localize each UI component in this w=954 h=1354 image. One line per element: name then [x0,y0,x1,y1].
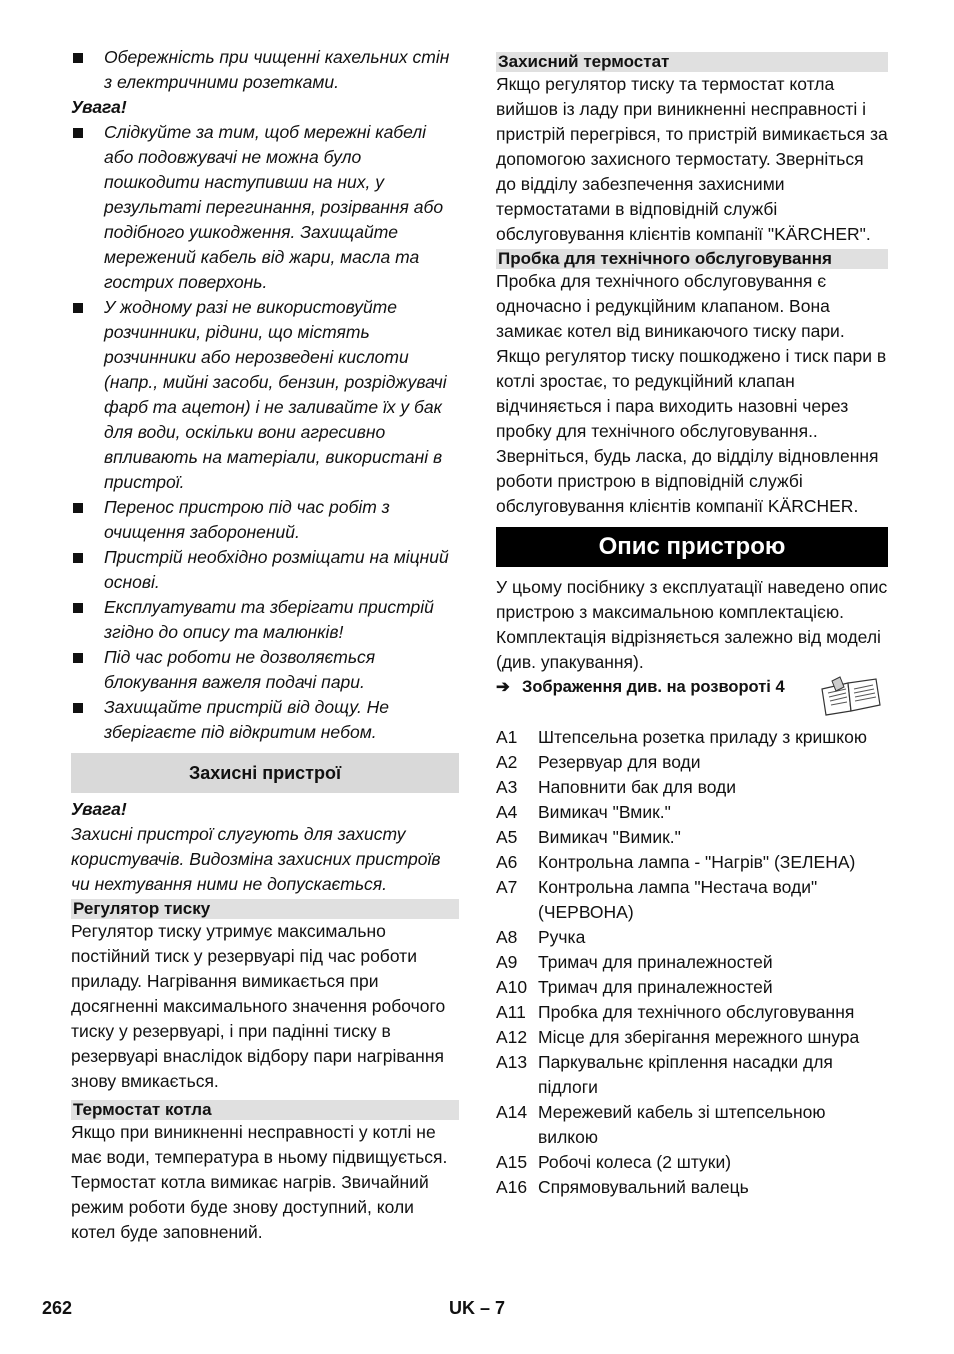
left-column [71,45,459,1245]
component-item [496,1175,888,1200]
safety-thermostat-text: Якщо регулятор тиску та термостат котла вийшов із ладу при виникненні несправності і пристрій перегрівся, то пристрій вимикається за допомогою захисного термостату. Зверніться до відділу забезпечення захисними термостатами в відповідній службі обслуговування клієнтів компанії "KÄRCHER". [496,74,888,244]
right-column [496,45,888,1200]
component-label: Контрольна лампа "Нестача води" (ЧЕРВОНА) [538,877,818,922]
component-label: Контрольна лампа - "Нагрів" (ЗЕЛЕНА) [538,852,856,872]
subheading-safety-thermostat: Захисний термостат [496,52,888,72]
component-label: Ручка [538,927,586,947]
component-code: A3 [496,777,518,797]
section-intro: Захисні пристрої слугують для захисту користувачів. Видозміна захисних пристроїв чи нехтування ними не допускається. [71,824,441,894]
figure-reference [496,675,888,725]
component-item [496,1150,888,1175]
bullet-text: Експлуатувати та зберігати пристрій згідно до опису та малюнків! [104,597,434,642]
bullet-text: У жодному разі не використовуйте розчинники, рідини, що містять розчинники або нерозведені кислоти (напр., мийні засоби, бензин, розріджувачі фарб та ацетон) і не заливайте їх у бак для води, оскільки вони агресивно впливають на матеріали, використані в пристрої. [104,297,447,492]
bullet-text: Під час роботи не дозволяється блокування важеля подачі пари. [104,647,376,692]
component-item [496,775,888,800]
bullet-list-top [71,45,459,95]
bullet-item [71,295,459,495]
bullet-list-safety [71,120,459,745]
open-book-icon [818,675,884,717]
component-item [496,750,888,775]
bullet-item [71,545,459,595]
section-title-device-description: Опис пристрою [496,527,888,567]
figure-reference-text: Зображення див. на розвороті 4 [522,678,785,696]
warning-label: Увага! [71,97,127,117]
component-code: A5 [496,827,518,847]
component-code: A16 [496,1177,528,1197]
component-item [496,1100,888,1150]
component-code: A10 [496,977,528,997]
bullet-square-icon [73,53,83,63]
component-code: A13 [496,1052,528,1072]
subheading-pressure-regulator: Регулятор тиску [71,899,459,919]
bullet-text: Пристрій необхідно розміщати на міцний основі. [104,547,449,592]
component-code: A11 [496,1002,526,1022]
component-label: Вимикач "Вмик." [538,802,671,822]
component-label: Вимикач "Вимик." [538,827,681,847]
maintenance-plug-text: Пробка для технічного обслуговування є одночасно і редукційним клапаном. Вона замикає котел від виникаючого тиску пари. Якщо регулятор тиску пошкоджено і тиск пари в котлі зростає, то редукційний клапан відчиняється і пара виходить назовні через пробку для технічного обслуговування.. Зверніться, будь ласка, до відділу відновлення роботи пристрою в відповідній службі обслуговування клієнтів компанії KÄRCHER. [496,271,887,516]
component-item [496,925,888,950]
component-item [496,725,888,750]
component-label: Пробка для технічного обслуговування [538,1002,855,1022]
component-item [496,1050,888,1100]
bullet-square-icon [73,603,83,613]
component-label: Тримач для приналежностей [538,952,773,972]
component-label: Паркувальнє кріплення насадки для підлоги [538,1052,833,1097]
component-code: A7 [496,877,518,897]
component-item [496,950,888,975]
page-number: 262 [42,1298,73,1318]
component-item [496,1000,888,1025]
component-code: A8 [496,927,518,947]
component-item [496,825,888,850]
section-warning-label: Увага! [71,799,127,819]
bullet-text: Слідкуйте за тим, щоб мережні кабелі або подовжувачі не можна було пошкодити наступивши на них, у результаті перегинання, розірвання або подібного ушкодження. Захищайте мережений кабель від жари, масла та гострих поверхонь. [104,122,444,292]
page-label: UK – 7 [449,1298,506,1318]
component-list [496,725,888,1200]
device-description-text: У цьому посібнику з експлуатації наведено опис пристрою з максимальною комплектацією. Комплектація відрізняється залежно від моделі (див. упакування). [496,577,888,672]
bullet-item [71,120,459,295]
component-label: Робочі колеса (2 штуки) [538,1152,732,1172]
section-title-protective-devices: Захисні пристрої [71,753,459,793]
component-label: Наповнити бак для води [538,777,737,797]
arrow-right-icon: ➔ [496,678,510,696]
component-item [496,800,888,825]
bullet-item [71,695,459,745]
bullet-square-icon [73,128,83,138]
component-code: A12 [496,1027,528,1047]
bullet-item [71,495,459,545]
component-item [496,1025,888,1050]
boiler-thermostat-text: Якщо при виникненні несправності у котлі не має води, температура в ньому підвищується. Термостат котла вимикає нагрів. Звичайний режим роботи буде знову доступний, коли котел буде заповнений. [71,1122,448,1242]
bullet-text: Обережність при чищенні кахельних стін з електричними розетками. [104,47,450,92]
component-label: Штепсельна розетка приладу з кришкою [538,727,868,747]
component-item [496,975,888,1000]
bullet-square-icon [73,653,83,663]
component-code: A2 [496,752,518,772]
bullet-square-icon [73,703,83,713]
bullet-item [71,595,459,645]
component-item [496,875,888,925]
bullet-square-icon [73,503,83,513]
bullet-item [71,45,459,95]
bullet-square-icon [73,553,83,563]
bullet-text: Захищайте пристрій від дощу. Не зберігаєте під відкритим небом. [104,697,390,742]
bullet-item [71,645,459,695]
subheading-maintenance-plug: Пробка для технічного обслуговування [496,249,888,269]
component-code: A1 [496,727,518,747]
component-code: A4 [496,802,518,822]
subheading-boiler-thermostat: Термостат котла [71,1100,459,1120]
component-code: A6 [496,852,518,872]
component-code: A15 [496,1152,528,1172]
component-label: Місце для зберігання мережного шнура [538,1027,860,1047]
component-item [496,850,888,875]
bullet-square-icon [73,303,83,313]
component-code: A9 [496,952,518,972]
component-label: Тримач для приналежностей [538,977,773,997]
pressure-regulator-text: Регулятор тиску утримує максимально постійний тиск у резервуарі під час роботи приладу. Нагрівання вимикається при досягненні максимального значення робочого тиску у резервуарі, і при падінні тиску в резервуарі внаслідок відбору пари нагрівання знову вмикається. [71,921,446,1091]
bullet-text: Перенос пристрою під час робіт з очищення заборонений. [104,497,390,542]
component-label: Резервуар для води [538,752,701,772]
component-label: Мережевий кабель зі штепсельною вилкою [538,1102,826,1147]
component-code: A14 [496,1102,528,1122]
component-label: Спрямовувальний валець [538,1177,749,1197]
